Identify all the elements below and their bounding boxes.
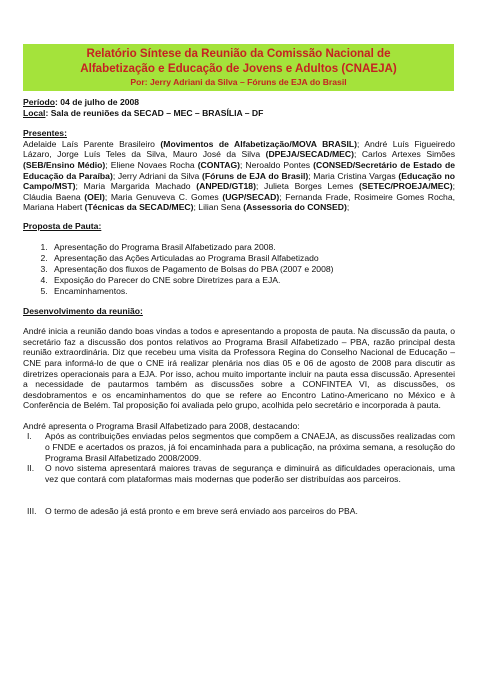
participant-names: ; Eliene Novaes Rocha <box>105 159 198 170</box>
list-item: 5. Encaminhamentos. <box>50 286 455 297</box>
presentes-heading: Presentes: <box>23 128 67 139</box>
desenvolvimento-paragraph-2: André apresenta o Programa Brasil Alfabetizado para 2008, destacando: <box>23 420 300 431</box>
pauta-heading: Proposta de Pauta: <box>23 220 102 231</box>
list-item-text: O termo de adesão já está pronto e em breve será enviado aos parceiros do PBA. <box>45 506 358 517</box>
pauta-list <box>23 242 455 298</box>
participant-names: ; Maria Cristina Vargas <box>308 170 399 181</box>
list-item: 1. Apresentação do Programa Brasil Alfabetizado para 2008. <box>50 242 455 253</box>
participant-names: ; Carlos Artexes Simões <box>353 149 455 160</box>
participant-names: ; Cláudia Baena <box>23 181 455 202</box>
meeting-location <box>23 108 455 119</box>
participant-organization: (Assessoria do CONSED) <box>243 202 347 213</box>
list-item <box>23 506 455 517</box>
participant-names: Adelaide Laís Parente Brasileiro <box>23 138 161 149</box>
list-item: 3. Apresentação dos fluxos de Pagamento de Bolsas do PBA (2007 e 2008) <box>50 264 455 275</box>
participant-organization: (Fóruns de EJA do Brasil) <box>201 170 309 181</box>
participant-organization: (SETEC/PROEJA/MEC) <box>359 181 453 192</box>
participant-organization: (CONSED/Secretário de Estado de Educação da Paraíba) <box>23 159 456 181</box>
participant-names: ; André Luís Figueiredo Lázaro, Jorge Luís Teles da Silva, Mauro José da Silva <box>23 138 455 160</box>
participant-names: ; Maria Margarida Machado <box>75 181 197 192</box>
participant-names: ; Neroaldo Pontes <box>240 159 314 170</box>
destaques-list <box>23 431 455 517</box>
list-item: 4. Exposição do Parecer do CNE sobre Diretrizes para a EJA. <box>50 275 455 286</box>
report-author: Por: Jerry Adriani da Silva – Fóruns de EJA do Brasil <box>130 77 347 87</box>
list-item-text: Após as contribuições enviadas pelos segmentos que compõem a CNAEJA, as discussões realizadas com o FNDE e acertados os prazos, já foi encaminhada para a publicação, na próxima semana, a resolução do Programa Brasil Alfabetizado 2008/2009. <box>45 431 455 463</box>
participant-organization: (Técnicas da SECAD/MEC) <box>84 202 194 213</box>
periodo-label: Período <box>23 97 55 107</box>
list-item-number: II. <box>27 463 35 474</box>
desenvolvimento-paragraph-1: André inicia a reunião dando boas vindas a todos e apresentando a proposta de pauta. Na discussão da pauta, o secretário faz a discussão dos pontos relativos ao Programa Brasil Alfabetizado – PBA, razão principal desta reunião extraordinária. Diz que recebeu uma visita da Professora Regina do Conselho Nacional de Educação – CNE para informá-lo de que o CNE irá realizar plenária nos dias 05 e 06 de agosto de 2008 para discutir as diretrizes operacionais para a EJA. Por isso, achou muito importante incluir na pauta essa discussão. Apresentei a necessidade de pautarmos também as discussões sobre a CONFINTEA VI, as discussões, os desdobramentos e os encaminhamentos do que se refere ao Encontro Latino-Americano no México e à Conferência de Belém. Tal proposição foi avaliada pelo grupo, acolhida pelo secretário e incorporada à pauta. <box>23 326 455 411</box>
list-item <box>23 463 455 484</box>
report-title-line-2: Alfabetização e Educação de Jovens e Adultos (CNAEJA) <box>80 62 397 75</box>
participant-organization: (Educação no Campo/MST) <box>23 170 455 192</box>
local-value: : Sala de reuniões da SECAD – MEC – BRASÍLIA – DF <box>45 107 264 118</box>
list-item: 2. Apresentação das Ações Articuladas ao Programa Brasil Alfabetizado <box>50 253 455 264</box>
list-item-number: I. <box>27 431 32 442</box>
document-body <box>23 97 455 517</box>
list-item <box>23 431 455 463</box>
meeting-date <box>23 97 455 108</box>
participant-organization: (SEB/Ensino Médio) <box>23 159 106 170</box>
report-title-line-1: Relatório Síntese da Reunião da Comissão Nacional de <box>86 47 391 60</box>
participant-organization: (Movimentos de Alfabetização/MOVA BRASIL) <box>160 138 357 149</box>
title-banner <box>23 44 454 91</box>
participant-organization: (CONTAG) <box>197 159 241 170</box>
participant-organization: (OEI) <box>84 191 105 202</box>
participant-names: ; Julieta Borges Lemes <box>255 181 360 192</box>
desenvolvimento-heading: Desenvolvimento da reunião: <box>23 305 143 316</box>
list-item-number: III. <box>27 506 37 517</box>
list-item-text: O novo sistema apresentará maiores travas de segurança e diminuirá as dificuldades operacionais, uma vez que contará com plataformas mais modernas que poderão ser distribuídas aos parceiros. <box>45 463 455 484</box>
participant-organization: (DPEJA/SECAD/MEC) <box>265 149 354 160</box>
participant-organization: (UGP/SECAD) <box>222 191 280 202</box>
participant-organization: (ANPED/GT18) <box>196 181 256 192</box>
participant-names: ; Maria Genuveva C. Gomes <box>104 191 223 202</box>
presentes-list <box>23 139 455 213</box>
periodo-value: : 04 de julho de 2008 <box>55 97 140 107</box>
local-label: Local <box>23 107 46 118</box>
participant-names: ; Lilian Sena <box>193 202 244 213</box>
participant-names: ; <box>346 202 350 213</box>
participant-names: ; Fernanda Frade, Rosimeire Gomes Rocha, Mariana Habert <box>23 191 455 213</box>
participant-names: ; Jerry Adriani da Silva <box>112 170 202 181</box>
